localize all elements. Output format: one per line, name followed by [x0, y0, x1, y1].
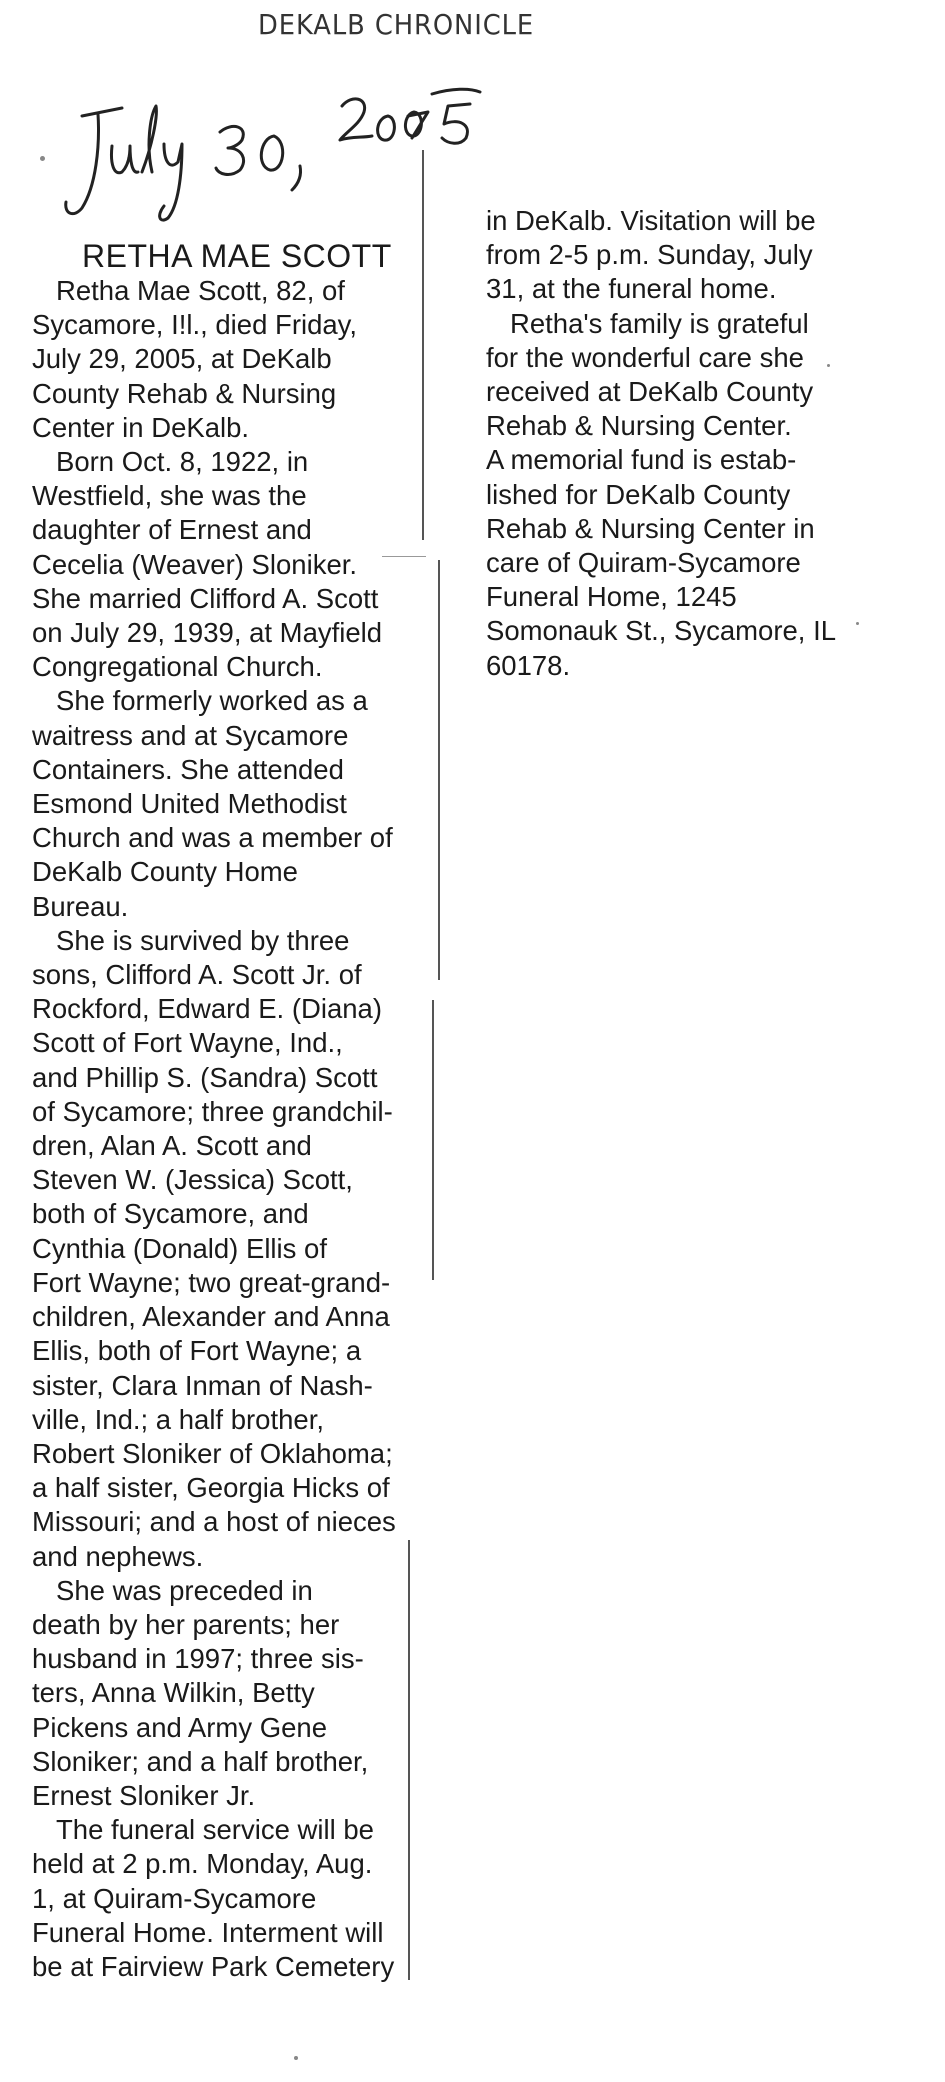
obituary-text-line: 1, at Quiram-Sycamore: [32, 1882, 317, 1914]
obituary-text-line: Center in DeKalb.: [32, 411, 250, 443]
obituary-text-line: July 29, 2005, at DeKalb: [32, 343, 332, 375]
obituary-text-line: Ellis, both of Fort Wayne; a: [32, 1335, 362, 1367]
obituary-text-line: children, Alexander and Anna: [32, 1301, 390, 1333]
obituary-text-line: She is survived by three: [56, 924, 350, 956]
obituary-text-line: of Sycamore; three grandchil-: [32, 1095, 393, 1127]
obituary-text-line: Steven W. (Jessica) Scott,: [32, 1164, 353, 1196]
clip-edge: [382, 556, 426, 557]
obituary-text-line: care of Quiram-Sycamore: [486, 547, 801, 579]
obituary-text-line: Missouri; and a host of nieces: [32, 1506, 396, 1538]
scan-speck: [827, 364, 830, 367]
column-rule: [408, 1540, 410, 1980]
obituary-column-2: [486, 204, 886, 683]
obituary-text-line: She formerly worked as a: [56, 685, 368, 717]
obituary-text-line: dren, Alan A. Scott and: [32, 1130, 312, 1162]
column-rule: [438, 560, 440, 980]
obituary-text-line: Esmond United Methodist: [32, 788, 347, 820]
obituary-text-line: Robert Sloniker of Oklahoma;: [32, 1437, 393, 1469]
obituary-text-line: Sloniker; and a half brother,: [32, 1745, 369, 1777]
obituary-text-line: Containers. She attended: [32, 753, 344, 785]
obituary-text-line: Rockford, Edward E. (Diana): [32, 993, 382, 1025]
obituary-text-line: in DeKalb. Visitation will be: [486, 205, 816, 236]
obituary-text-line: ters, Anna Wilkin, Betty: [32, 1677, 315, 1709]
obituary-text-line: waitress and at Sycamore: [32, 719, 349, 751]
obituary-text-line: Bureau.: [32, 890, 129, 922]
obituary-text-line: 31, at the funeral home.: [486, 273, 777, 305]
obituary-column-1: [32, 274, 432, 1984]
obituary-text-line: She was preceded in: [56, 1574, 313, 1606]
scan-speck: [294, 2056, 298, 2060]
obituary-text-line: Born Oct. 8, 1922, in: [56, 446, 309, 478]
obituary-text-line: ville, Ind.; a half brother,: [32, 1403, 324, 1435]
obituary-text-line: DeKalb County Home: [32, 856, 298, 888]
obituary-text-line: be at Fairview Park Cemetery: [32, 1950, 395, 1982]
obituary-text-line: both of Sycamore, and: [32, 1198, 309, 1230]
column-rule: [422, 150, 424, 540]
publication-masthead: DEKALB CHRONICLE: [258, 8, 535, 41]
obituary-text-line: Retha's family is grateful: [510, 307, 809, 339]
obituary-text-line: on July 29, 1939, at Mayfield: [32, 617, 383, 649]
obituary-text-line: Sycamore, I!l., died Friday,: [32, 309, 358, 341]
obituary-text-line: Pickens and Army Gene: [32, 1711, 328, 1743]
obituary-text-line: husband in 1997; three sis-: [32, 1643, 364, 1675]
obituary-text-line: Cynthia (Donald) Ellis of: [32, 1232, 327, 1264]
obituary-text-line: Ernest Sloniker Jr.: [32, 1779, 256, 1811]
obituary-text-line: Rehab & Nursing Center.: [486, 410, 792, 442]
obituary-text-line: The funeral service will be: [56, 1814, 374, 1846]
obituary-text-line: a half sister, Georgia Hicks of: [32, 1472, 390, 1504]
handwritten-date: [60, 86, 530, 236]
obituary-text-line: Rehab & Nursing Center in: [486, 512, 815, 544]
obituary-text-line: death by her parents; her: [32, 1608, 340, 1640]
scan-speck: [40, 156, 45, 161]
obituary-text-line: Funeral Home. Interment will: [32, 1916, 384, 1948]
scan-speck: [856, 622, 859, 625]
obituary-text-line: Funeral Home, 1245: [486, 581, 737, 613]
obituary-text-line: Westfield, she was the: [32, 480, 307, 512]
obituary-headline: RETHA MAE SCOTT: [82, 238, 392, 274]
obituary-text-line: received at DeKalb County: [486, 376, 814, 408]
obituary-text-line: She married Clifford A. Scott: [32, 582, 379, 614]
obituary-text-line: held at 2 p.m. Monday, Aug.: [32, 1848, 373, 1880]
obituary-text-line: Church and was a member of: [32, 822, 393, 854]
obituary-text-line: sister, Clara Inman of Nash-: [32, 1369, 373, 1401]
obituary-text-line: Retha Mae Scott, 82, of: [56, 275, 345, 306]
obituary-text-line: for the wonderful care she: [486, 341, 804, 373]
obituary-text-line: A memorial fund is estab-: [486, 444, 797, 476]
obituary-text-line: and Phillip S. (Sandra) Scott: [32, 1061, 378, 1093]
obituary-text-line: County Rehab & Nursing: [32, 377, 337, 409]
obituary-text-line: 60178.: [486, 649, 571, 681]
obituary-text-line: from 2-5 p.m. Sunday, July: [486, 239, 813, 271]
obituary-text-line: sons, Clifford A. Scott Jr. of: [32, 959, 362, 991]
obituary-text-line: Congregational Church.: [32, 651, 323, 683]
obituary-text-line: Cecelia (Weaver) Sloniker.: [32, 548, 358, 580]
obituary-text-line: Scott of Fort Wayne, Ind.,: [32, 1027, 343, 1059]
obituary-text-line: and nephews.: [32, 1540, 204, 1572]
obituary-text-line: lished for DeKalb County: [486, 478, 791, 510]
obituary-text-line: Fort Wayne; two great-grand-: [32, 1266, 391, 1298]
obituary-text-line: Somonauk St., Sycamore, IL: [486, 615, 837, 647]
obituary-text-line: daughter of Ernest and: [32, 514, 312, 546]
column-rule: [432, 1000, 434, 1280]
